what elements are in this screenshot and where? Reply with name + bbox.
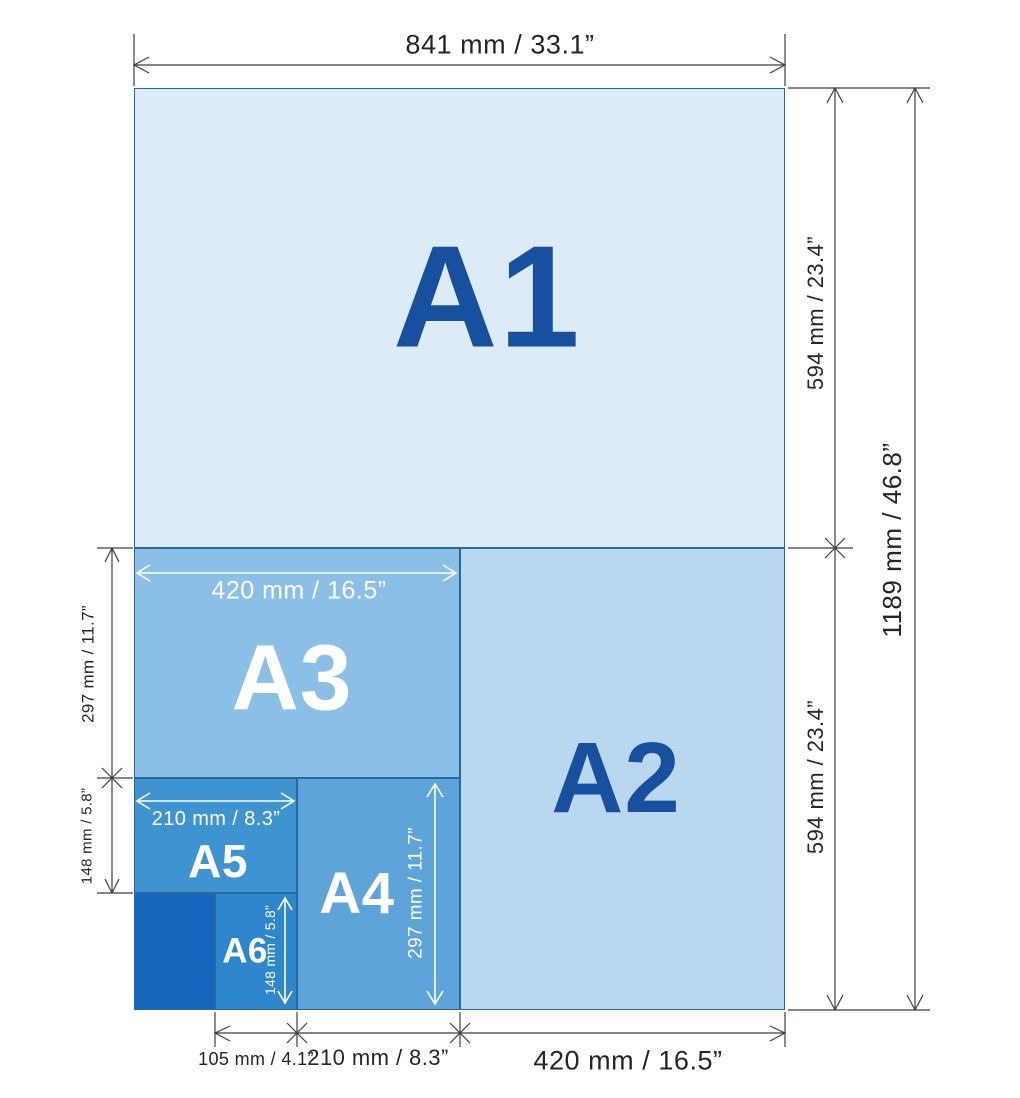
dim-overall-width-text: 841 mm / 33.1”: [405, 29, 595, 60]
dim-inside-a4-text: 297 mm / 11.7”: [405, 827, 427, 959]
dim-bottom-widths-lines: [215, 1012, 785, 1047]
paper-a1-label: A1: [392, 215, 582, 378]
paper-a5-label: A5: [188, 835, 248, 887]
dim-a5-height-text: 148 mm / 5.8”: [78, 787, 96, 885]
dim-a2-width-text: 420 mm / 16.5”: [533, 1045, 723, 1076]
paper-a2-label: A2: [551, 722, 681, 834]
dim-left-heights-lines: [97, 548, 133, 893]
dim-a1-height-text: 594 mm / 23.4”: [803, 235, 828, 391]
dim-inside-a6-text: 148 mm / 5.8”: [262, 904, 278, 996]
dim-right-1189-lines: [907, 88, 923, 1010]
dim-a4-width-text: 210 mm / 8.3”: [307, 1045, 449, 1070]
dim-right-594-lines: [788, 88, 930, 1010]
paper-a3-label: A3: [231, 625, 353, 730]
dim-inside-a5-text: 210 mm / 8.3”: [151, 808, 281, 830]
paper-a4-label: A4: [319, 861, 395, 926]
dim-inside-a3-text: 420 mm / 16.5”: [211, 576, 387, 605]
dim-overall-height-text: 1189 mm / 46.8”: [877, 442, 907, 638]
paper-a6-label: A6: [222, 931, 268, 971]
dim-a3-height-text: 297 mm / 11.7”: [78, 605, 98, 723]
dim-a6-width-text: 105 mm / 4.1”: [198, 1049, 314, 1069]
dim-a2-height-text: 594 mm / 23.4”: [803, 699, 828, 855]
smallest-paper-square: [134, 893, 215, 1010]
